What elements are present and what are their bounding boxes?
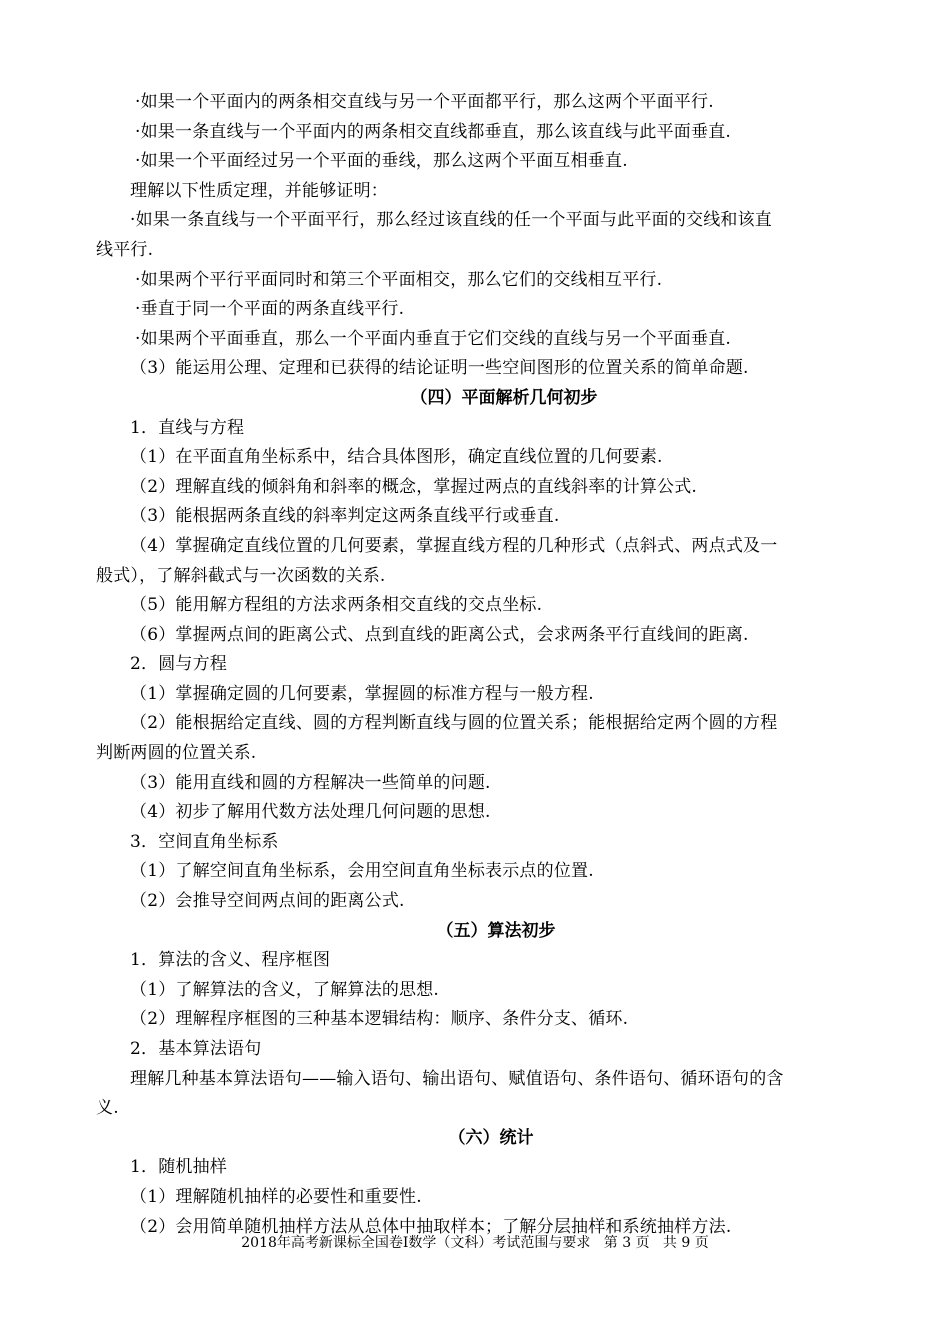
paragraph-line: ·如果一条直线与一个平面平行，那么经过该直线的任一个平面与此平面的交线和该直 [130, 210, 773, 231]
paragraph-line: （1）了解算法的含义，了解算法的思想. [130, 979, 440, 1000]
paragraph-line: 1．直线与方程 [130, 417, 245, 438]
paragraph-line: ·如果一个平面经过另一个平面的垂线，那么这两个平面互相垂直. [135, 151, 628, 172]
page-body [96, 88, 856, 1242]
paragraph-line: （3）能运用公理、定理和已获得的结论证明一些空间图形的位置关系的简单命题. [130, 358, 749, 379]
page-footer: 2018年高考新课标全国卷Ⅰ数学（文科）考试范围与要求 第 3 页 共 9 页 [241, 1235, 709, 1251]
paragraph-line: （4）掌握确定直线位置的几何要素，掌握直线方程的几种形式（点斜式、两点式及一 [130, 535, 778, 556]
paragraph-line: （1）掌握确定圆的几何要素，掌握圆的标准方程与一般方程. [130, 683, 594, 704]
paragraph-line: （1）理解随机抽样的必要性和重要性. [130, 1186, 422, 1207]
paragraph-continuation: 义. [96, 1098, 119, 1119]
paragraph-line: 1．随机抽样 [130, 1157, 228, 1178]
paragraph-line: （3）能根据两条直线的斜率判定这两条直线平行或垂直. [130, 506, 560, 527]
paragraph-continuation: 般式），了解斜截式与一次函数的关系. [96, 565, 386, 586]
paragraph-line: （1）了解空间直角坐标系，会用空间直角坐标表示点的位置. [130, 861, 594, 882]
paragraph-continuation: 线平行. [96, 239, 154, 260]
paragraph-line: 2．基本算法语句 [130, 1039, 262, 1059]
paragraph-line: 3．空间直角坐标系 [130, 831, 279, 852]
paragraph-line: 2．圆与方程 [130, 654, 228, 675]
paragraph-line: ·如果一条直线与一个平面内的两条相交直线都垂直，那么该直线与此平面垂直. [135, 121, 732, 142]
paragraph-line: 1．算法的含义、程序框图 [130, 950, 331, 971]
paragraph-line: 理解几种基本算法语句——输入语句、输出语句、赋值语句、条件语句、循环语句的含 [130, 1068, 784, 1089]
paragraph-line: ·如果一个平面内的两条相交直线与另一个平面都平行，那么这两个平面平行. [135, 92, 714, 112]
paragraph-line: （4）初步了解用代数方法处理几何问题的思想. [130, 802, 491, 823]
paragraph-line: （2）理解直线的倾斜角和斜率的概念，掌握过两点的直线斜率的计算公式. [130, 476, 698, 497]
paragraph-line: （1）在平面直角坐标系中，结合具体图形，确定直线位置的几何要素. [130, 447, 663, 468]
paragraph-line: （3）能用直线和圆的方程解决一些简单的问题. [130, 772, 491, 793]
paragraph-line: ·垂直于同一个平面的两条直线平行. [135, 299, 405, 320]
paragraph-line: （2）能根据给定直线、圆的方程判断直线与圆的位置关系；能根据给定两个圆的方程 [130, 713, 778, 734]
paragraph-line: （2）会用简单随机抽样方法从总体中抽取样本；了解分层抽样和系统抽样方法. [130, 1216, 732, 1237]
paragraph-line: （2）会推导空间两点间的距离公式. [130, 891, 405, 912]
paragraph-line: （5）能用解方程组的方法求两条相交直线的交点坐标. [130, 595, 543, 616]
section-heading: （六）统计 [448, 1127, 534, 1148]
paragraph-continuation: 判断两圆的位置关系. [96, 743, 257, 764]
paragraph-line: 理解以下性质定理，并能够证明： [130, 180, 388, 201]
section-heading: （四）平面解析几何初步 [410, 387, 598, 408]
section-heading: （五）算法初步 [436, 920, 556, 941]
paragraph-line: （6）掌握两点间的距离公式、点到直线的距离公式，会求两条平行直线间的距离. [130, 624, 749, 645]
paragraph-line: ·如果两个平行平面同时和第三个平面相交，那么它们的交线相互平行. [135, 269, 663, 290]
paragraph-line: ·如果两个平面垂直，那么一个平面内垂直于它们交线的直线与另一个平面垂直. [135, 328, 732, 349]
paragraph-line: （2）理解程序框图的三种基本逻辑结构：顺序、条件分支、循环. [130, 1009, 629, 1030]
